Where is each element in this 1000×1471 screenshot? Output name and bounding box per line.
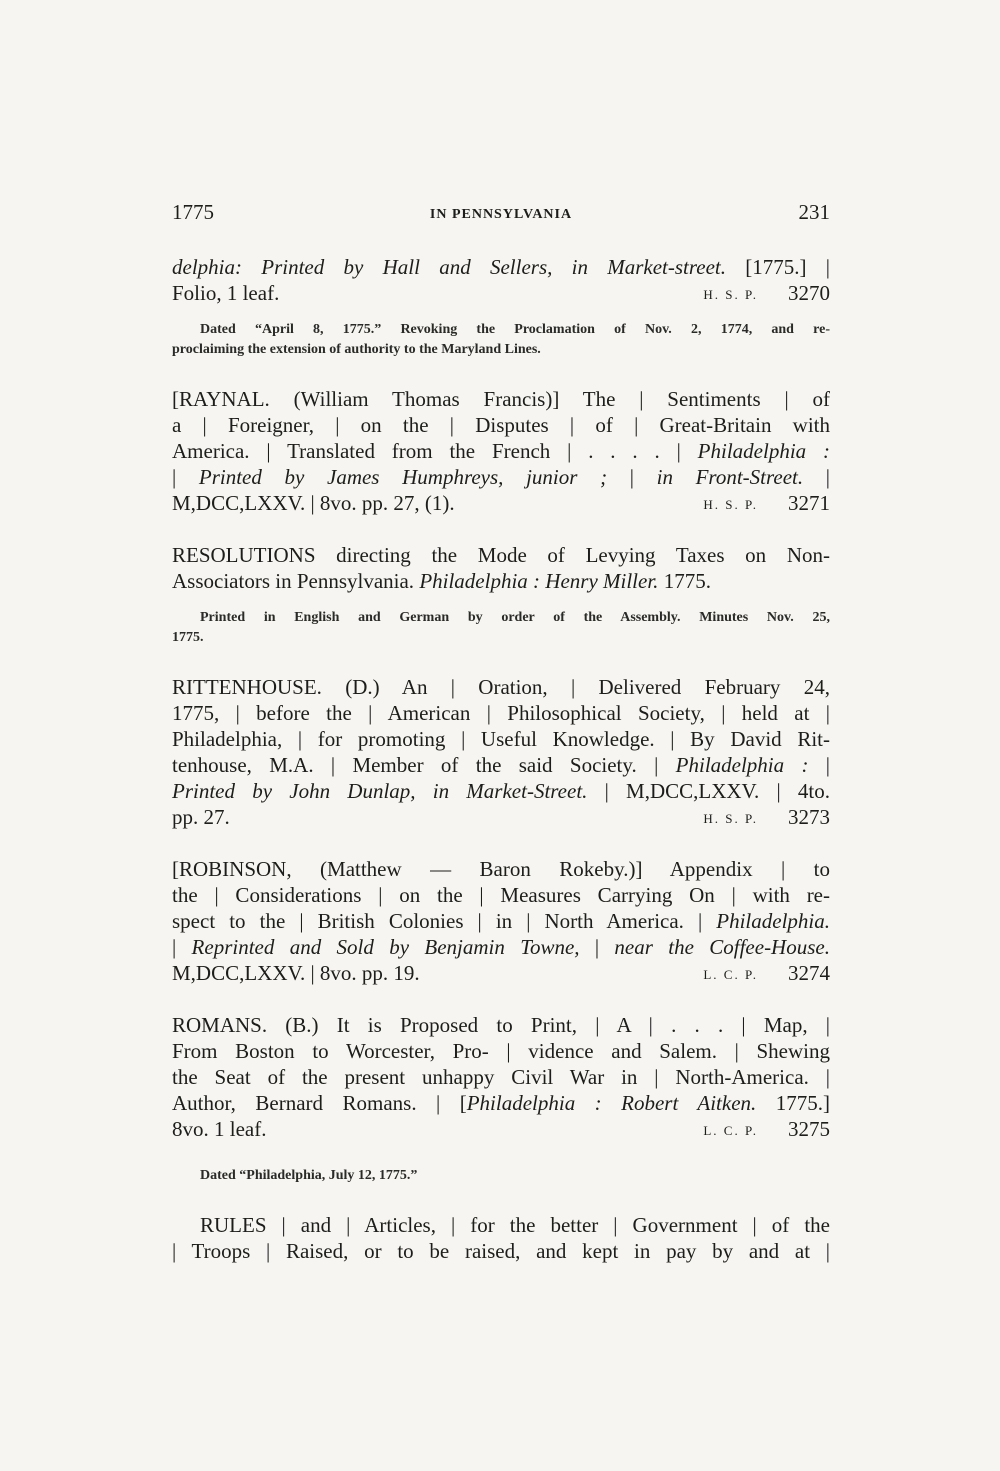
entry-resolutions <box>172 542 830 648</box>
entry-line: Philadelphia, | for promoting | Useful Knowledge. | By David Rit- <box>172 727 830 751</box>
entry-line: RITTENHOUSE. (D.) An | Oration, | Delivered February 24, <box>172 675 830 699</box>
entry-text: America. | Translated from the French | . . . . | <box>172 439 681 463</box>
note-line: Dated “Philadelphia, July 12, 1775.” <box>200 1168 418 1183</box>
entry-note <box>172 608 830 648</box>
entry-imprint: Philadelphia : <box>697 439 831 463</box>
entry-text: | M,DCC,LXXV. | 4to. <box>587 779 830 803</box>
entry-number: 3275 <box>788 1117 830 1141</box>
entry-line <box>172 934 830 960</box>
entry-text: 1775.] <box>756 1091 830 1115</box>
entry-number: 3270 <box>788 281 830 305</box>
entry-3270 <box>172 254 830 360</box>
library-location: H. S. P. <box>703 287 758 302</box>
entry-line <box>172 1090 830 1116</box>
entry-text: [1775.] | <box>745 255 830 279</box>
entry-line <box>172 1116 830 1142</box>
entry-text: 1775. <box>663 569 711 593</box>
entry-line: RULES | and | Articles, | for the better | Government | of the <box>200 1213 830 1237</box>
entry-3274 <box>172 856 830 986</box>
entry-imprint: in Front-Street. <box>656 465 804 489</box>
entry-text: M,DCC,LXXV. | 8vo. pp. 19. <box>172 961 420 985</box>
entry-text: M,DCC,LXXV. | 8vo. pp. 27, (1). <box>172 491 455 515</box>
running-header <box>172 200 830 232</box>
entry-line <box>172 752 830 778</box>
entry-text: 8vo. 1 leaf. <box>172 1117 267 1141</box>
header-page-number: 231 <box>798 200 830 224</box>
entry-line: a | Foreigner, | on the | Disputes | of | Great-Britain with <box>172 413 830 437</box>
entry-text: spect to the | British Colonies | in | North America. | <box>172 909 703 933</box>
note-line: proclaiming the extension of authority to the Maryland Lines. <box>172 342 541 357</box>
entry-text: | <box>607 465 657 489</box>
entry-3271 <box>172 386 830 516</box>
entry-text: | <box>803 465 830 489</box>
entry-imprint: Printed by James Humphreys, junior ; <box>198 465 608 489</box>
entry-line <box>172 490 830 516</box>
note-line: Printed in English and German by order of the Assembly. Minutes Nov. 25, <box>200 610 830 625</box>
entry-imprint: near the Coffee-House. <box>614 935 830 959</box>
entry-line: RESOLUTIONS directing the Mode of Levying Taxes on Non- <box>172 543 830 567</box>
entry-number: 3271 <box>788 491 830 515</box>
entry-text: Folio, 1 leaf. <box>172 281 280 305</box>
library-location: H. S. P. <box>703 811 758 826</box>
entry-3273 <box>172 674 830 830</box>
entry-imprint: Printed by John Dunlap, in Market-Street. <box>172 779 588 803</box>
entry-line <box>172 438 830 464</box>
library-location: H. S. P. <box>703 497 758 512</box>
entry-imprint: Philadelphia : <box>675 753 809 777</box>
entry-line <box>172 568 830 594</box>
entry-line: [RAYNAL. (William Thomas Francis)] The | Sentiments | of <box>172 387 830 411</box>
entry-line: the Seat of the present unhappy Civil War in | North-America. | <box>172 1065 830 1089</box>
entry-line <box>172 778 830 804</box>
entry-imprint: delphia: Printed by Hall and Sellers, in Market-street. <box>172 255 726 279</box>
entry-line <box>172 254 830 280</box>
entry-text: pp. 27. <box>172 805 230 829</box>
note-line: 1775. <box>172 630 204 645</box>
entry-text: Associators in Pennsylvania. <box>172 569 415 593</box>
entry-text: | <box>172 465 199 489</box>
entry-text: | <box>579 935 615 959</box>
entry-3275 <box>172 1012 830 1186</box>
entry-line: the | Considerations | on the | Measures Carrying On | with re- <box>172 883 830 907</box>
entry-line <box>172 280 830 306</box>
library-location: L. C. P. <box>703 1123 758 1138</box>
entry-rules <box>172 1212 830 1264</box>
page-body <box>172 254 830 1264</box>
entry-line: | Troops | Raised, or to be raised, and kept in pay by and at | <box>172 1239 830 1263</box>
entry-text: tenhouse, M.A. | Member of the said Society. | <box>172 753 659 777</box>
entry-imprint: Reprinted and Sold by Benjamin Towne, <box>191 935 580 959</box>
entry-line <box>172 804 830 830</box>
entry-number: 3274 <box>788 961 830 985</box>
entry-text: Author, Bernard Romans. | [ <box>172 1091 467 1115</box>
entry-number: 3273 <box>788 805 830 829</box>
entry-line <box>172 464 830 490</box>
header-running-title: IN PENNSYLVANIA <box>429 207 573 222</box>
entry-line: ROMANS. (B.) It is Proposed to Print, | A | . . . | Map, | <box>172 1013 830 1037</box>
entry-text: | <box>172 935 192 959</box>
entry-line: [ROBINSON, (Matthew — Baron Rokeby.)] Appendix | to <box>172 857 830 881</box>
entry-imprint: Philadelphia : Robert Aitken. <box>466 1091 757 1115</box>
entry-text: | <box>808 753 831 777</box>
entry-note <box>172 1166 830 1186</box>
note-line: Dated “April 8, 1775.” Revoking the Proclamation of Nov. 2, 1774, and re- <box>200 322 830 337</box>
header-year: 1775 <box>172 200 214 224</box>
entry-imprint: Philadelphia : Henry Miller. <box>419 569 659 593</box>
entry-imprint: Philadelphia. <box>716 909 830 933</box>
entry-note <box>172 320 830 360</box>
library-location: L. C. P. <box>703 967 758 982</box>
entry-line: From Boston to Worcester, Pro- | vidence and Salem. | Shewing <box>172 1039 830 1063</box>
entry-line: 1775, | before the | American | Philosophical Society, | held at | <box>172 701 830 725</box>
entry-line <box>172 960 830 986</box>
entry-line <box>172 908 830 934</box>
